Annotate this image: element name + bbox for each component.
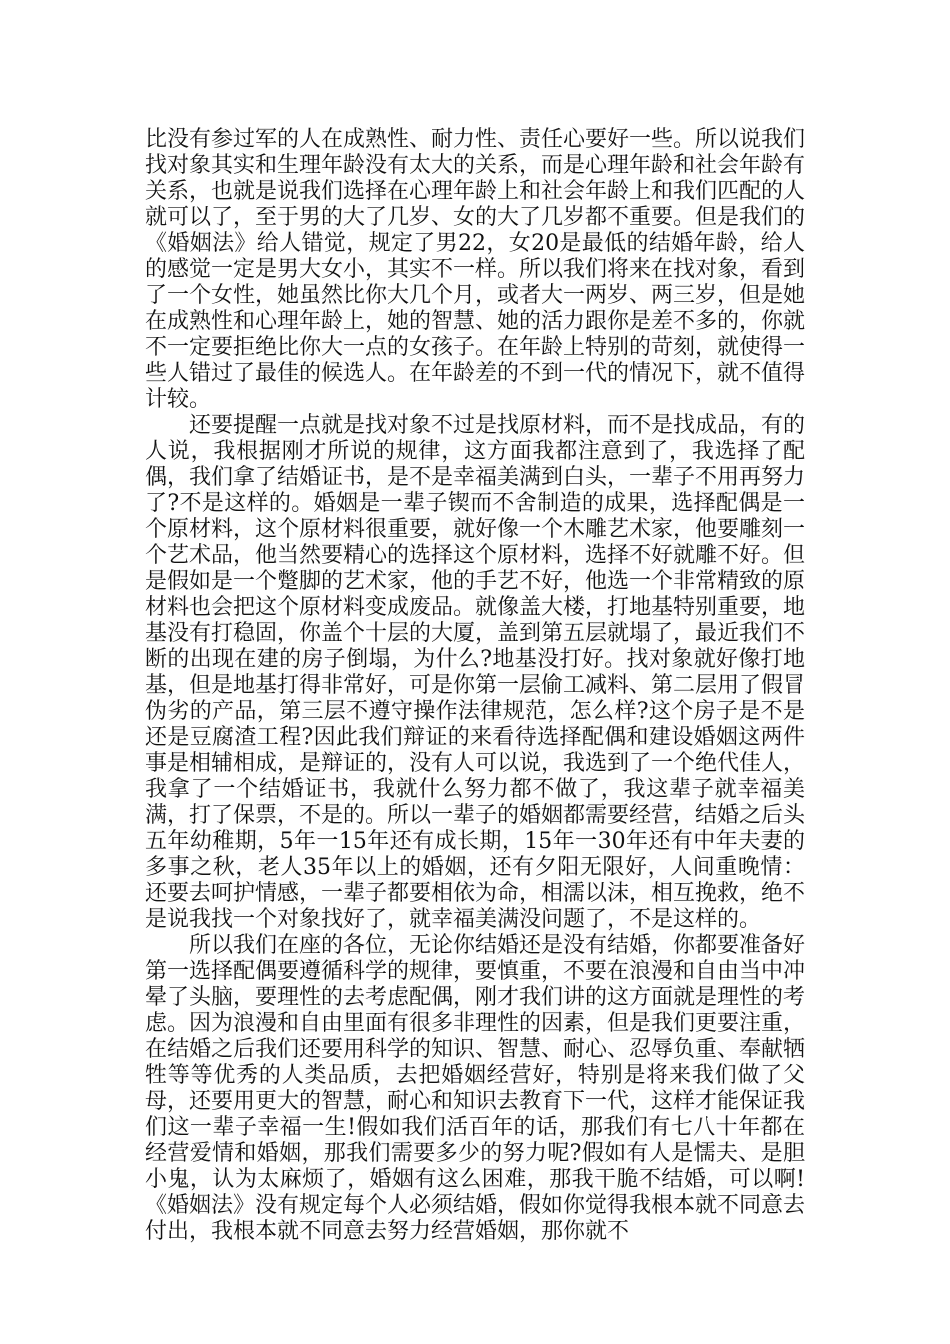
paragraph-2: 还要提醒一点就是找对象不过是找原材料，而不是找成品，有的人说，我根据刚才所说的规律，这方面我都注意到了，我选择了配偶，我们拿了结婚证书，是不是幸福美满到白头，一辈子不用再努力了?不是这样的。婚姻是一辈子锲而不舍制造的成果，选择配偶是一个原材料，这个原材料很重要，就好像一个木雕艺术家，他要雕刻一个艺术品，他当然要精心的选择这个原材料，选择不好就雕不好。但是假如是一个蹩脚的艺术家，他的手艺不好，他选一个非常精致的原材料也会把这个原材料变成废品。就像盖大楼，打地基特别重要，地基没有打稳固，你盖个十层的大厦，盖到第五层就塌了，最近我们不断的出现在建的房子倒塌，为什么?地基没打好。找对象就好像打地基，但是地基打得非常好，可是你第一层偷工减料、第二层用了假冒伪劣的产品，第三层不遵守操作法律规范，怎么样?这个房子是不是还是豆腐渣工程?因此我们辩证的来看待选择配偶和建设婚姻这两件事是相辅相成，是辩证的，没有人可以说，我选到了一个绝代佳人，我拿了一个结婚证书，我就什么努力都不做了，我这辈子就幸福美满，打了保票，不是的。所以一辈子的婚姻都需要经营，结婚之后头五年幼稚期，5年一15年还有成长期，15年一30年还有中年夫妻的多事之秋，老人35年以上的婚姻，还有夕阳无限好，人间重晚情：还要去呵护情感，一辈子都要相依为命，相濡以沫，相互挽救，绝不是说我找一个对象找好了，就幸福美满没问题了，不是这样的。 [145, 413, 806, 932]
paragraph-1: 比没有参过军的人在成熟性、耐力性、责任心要好一些。所以说我们找对象其实和生理年龄没有太大的关系，而是心理年龄和社会年龄有关系，也就是说我们选择在心理年龄上和社会年龄上和我们匹配的人就可以了，至于男的大了几岁、女的大了几岁都不重要。但是我们的《婚姻法》给人错觉，规定了男22，女20是最低的结婚年龄，给人的感觉一定是男大女小，其实不一样。所以我们将来在找对象，看到了一个女性，她虽然比你大几个月，或者大一两岁、两三岁，但是她在成熟性和心理年龄上，她的智慧、她的活力跟你是差不多的，你就不一定要拒绝比你大一点的女孩子。在年龄上特别的苛刻，就使得一些人错过了最佳的候选人。在年龄差的不到一代的情况下，就不值得计较。 [145, 127, 806, 412]
document-page [145, 127, 805, 1245]
paragraph-3: 所以我们在座的各位，无论你结婚还是没有结婚，你都要准备好第一选择配偶要遵循科学的规律，要慎重，不要在浪漫和自由当中冲晕了头脑，要理性的去考虑配偶，刚才我们讲的这方面就是理性的考虑。因为浪漫和自由里面有很多非理性的因素，但是我们更要注重，在结婚之后我们还要用科学的知识、智慧、耐心、忍辱负重、奉献牺牲等等优秀的人类品质，去把婚姻经营好，特别是将来我们做了父母，还要用更大的智慧，耐心和知识去教育下一代，这样才能保证我们这一辈子幸福一生!假如我们活百年的话，那我们有七八十年都在经营爱情和婚姻，那我们需要多少的努力呢?假如有人是懦夫、是胆小鬼，认为太麻烦了，婚姻有这么困难，那我干脆不结婚，可以啊!《婚姻法》没有规定每个人必须结婚，假如你觉得我根本就不同意去付出，我根本就不同意去努力经营婚姻，那你就不 [145, 933, 806, 1244]
